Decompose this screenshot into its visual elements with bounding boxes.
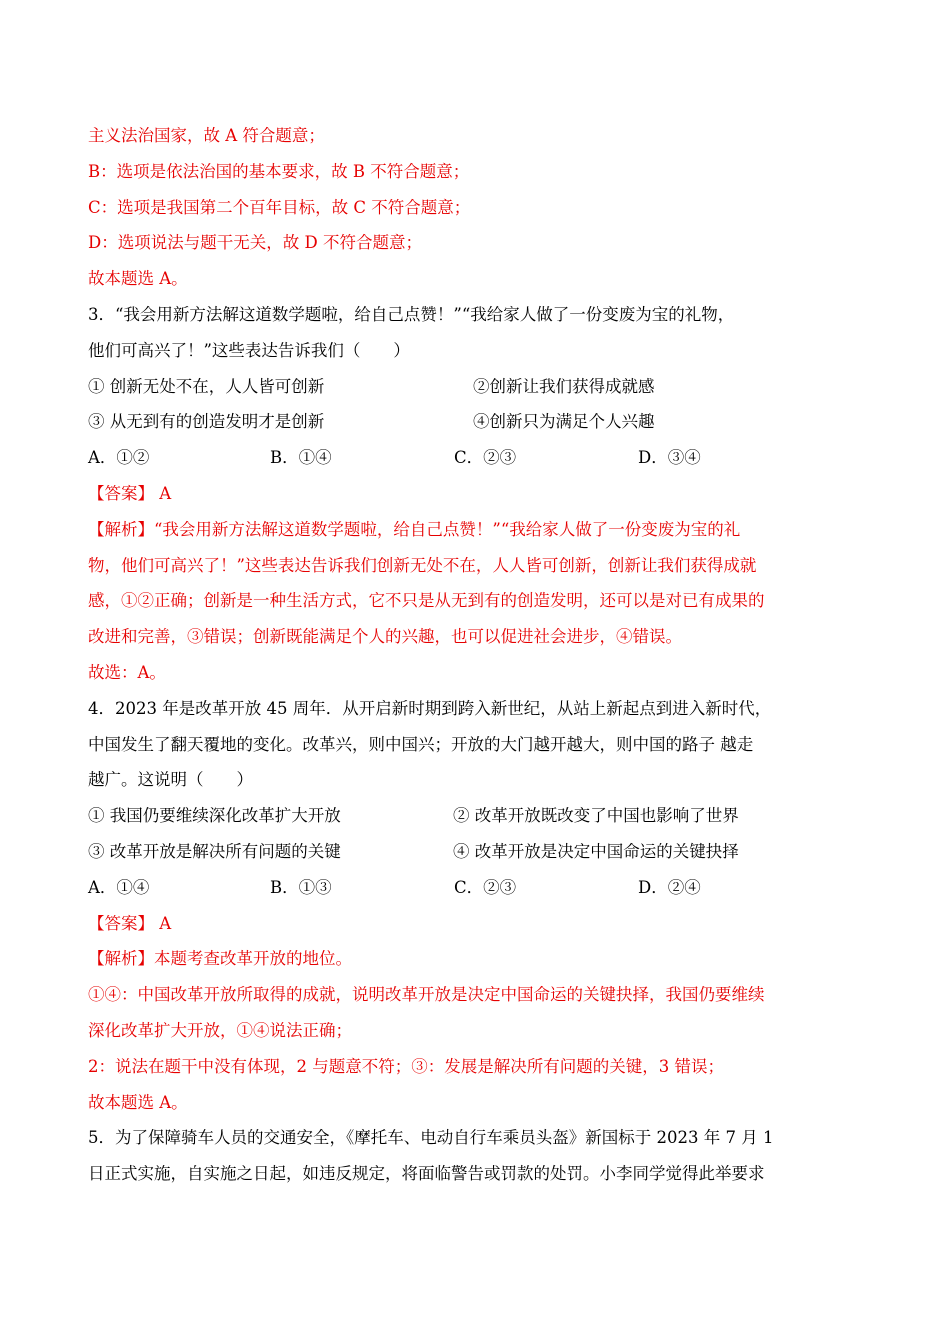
option-item: ① 我国仍要维续深化改革扩大开放	[88, 806, 341, 826]
choice-d: D．②④	[638, 877, 701, 897]
question-3	[88, 297, 813, 691]
question-stem: 4．2023 年是改革开放 45 周年．从开启新时期到跨入新世纪，从站上新起点到进入新时代，	[88, 698, 772, 718]
analysis-line: 主义法治国家，故 A 符合题意；	[88, 126, 325, 145]
analysis-line: ①④：中国改革开放所取得的成就，说明改革开放是决定中国命运的关键抉择，我国仍要维续	[88, 985, 765, 1005]
option-item: ④创新只为满足个人兴趣	[473, 412, 655, 432]
page-content	[88, 118, 813, 1192]
question-stem: 5．为了保障骑车人员的交通安全，《摩托车、电动自行车乘员头盔》新国标于 2023 年 7 月 1	[88, 1128, 774, 1148]
choice-a: A．①④	[88, 877, 150, 897]
analysis-line: B：选项是依法治国的基本要求，故 B 不符合题意；	[88, 161, 470, 181]
option-item: ① 创新无处不在，人人皆可创新	[88, 376, 325, 396]
analysis-line: 改进和完善，③错误；创新既能满足个人的兴趣，也可以促进社会进步，④错误。	[88, 627, 682, 647]
analysis-conclusion: 故本题选 A。	[88, 1092, 188, 1112]
question-stem: 3．“我会用新方法解这道数学题啦，给自己点赞！”“我给家人做了一份变废为宝的礼物，	[88, 304, 735, 324]
question-4	[88, 691, 813, 1121]
question-stem: 日正式实施，自实施之日起，如违反规定，将面临警告或罚款的处罚。小李同学觉得此举要求	[88, 1164, 765, 1184]
choice-row	[88, 440, 813, 476]
analysis-line: 深化改革扩大开放，①④说法正确；	[88, 1020, 352, 1040]
option-row	[88, 834, 813, 870]
answer-line: 【答案】 A	[88, 483, 172, 503]
choice-c: C．②③	[454, 448, 517, 468]
analysis-line: D：选项说法与题干无关，故 D 不符合题意；	[88, 233, 422, 253]
prev-analysis	[88, 118, 813, 297]
option-item: ②创新让我们获得成就感	[473, 376, 655, 396]
answer-line: 【答案】 A	[88, 913, 172, 933]
option-row	[88, 798, 813, 834]
choice-d: D．③④	[638, 448, 701, 468]
analysis-line: 感，①②正确；创新是一种生活方式，它不只是从无到有的创造发明，还可以是对已有成果的	[88, 591, 765, 611]
question-stem: 越广。这说明（ ）	[88, 770, 253, 790]
choice-c: C．②③	[454, 877, 517, 897]
analysis-line: 【解析】本题考查改革开放的地位。	[88, 949, 352, 969]
question-stem: 中国发生了翻天覆地的变化。改革兴，则中国兴；开放的大门越开越大，则中国的路子 越走	[88, 734, 754, 754]
choice-a: A．①②	[88, 448, 150, 468]
analysis-line: C：选项是我国第二个百年目标，故 C 不符合题意；	[88, 197, 471, 217]
analysis-conclusion: 故本题选 A。	[88, 269, 188, 289]
option-item: ② 改革开放既改变了中国也影响了世界	[453, 806, 739, 826]
choice-b: B．①④	[270, 448, 332, 468]
choice-row	[88, 870, 813, 906]
option-row	[88, 404, 813, 440]
question-stem: 他们可高兴了！”这些表达告诉我们（ ）	[88, 340, 410, 360]
question-5	[88, 1120, 813, 1192]
choice-b: B．①③	[270, 877, 332, 897]
analysis-line: 2：说法在题干中没有体现，2 与题意不符；③：发展是解决所有问题的关键，3 错误；	[88, 1056, 724, 1076]
analysis-conclusion: 故选：A。	[88, 662, 166, 682]
option-item: ④ 改革开放是决定中国命运的关键抉择	[453, 841, 739, 861]
option-item: ③ 从无到有的创造发明才是创新	[88, 412, 325, 432]
option-item: ③ 改革开放是解决所有问题的关键	[88, 841, 341, 861]
option-row	[88, 369, 813, 405]
analysis-line: 【解析】“我会用新方法解这道数学题啦，给自己点赞！”“我给家人做了一份变废为宝的礼	[88, 519, 741, 539]
analysis-line: 物，他们可高兴了！”这些表达告诉我们创新无处不在，人人皆可创新，创新让我们获得成就	[88, 555, 757, 575]
